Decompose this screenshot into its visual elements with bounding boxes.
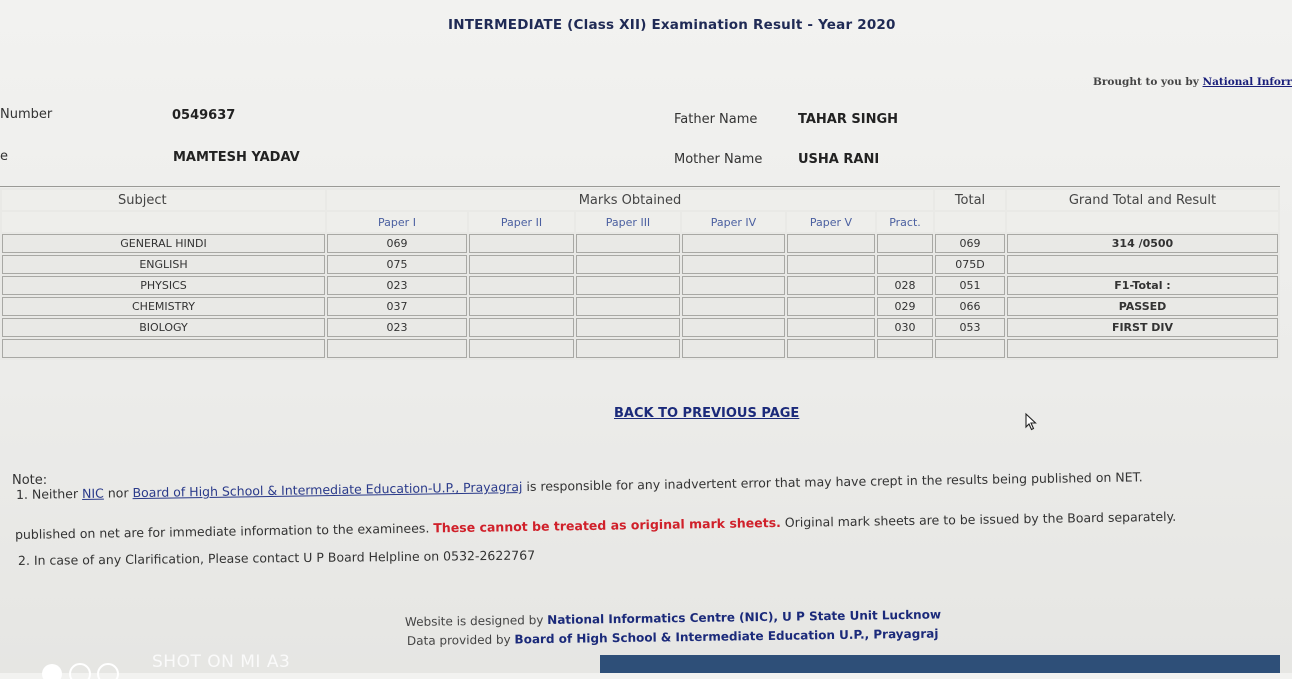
subject-name: CHEMISTRY [2, 297, 325, 316]
mouse-pointer-icon [1025, 413, 1037, 435]
subject-total: 069 [935, 234, 1005, 253]
table-row [2, 234, 1278, 253]
subject-total: 051 [935, 276, 1005, 295]
marks-obtained-header: Marks Obtained [327, 190, 933, 210]
paper-1-mark: 069 [327, 234, 467, 253]
note-text: published on net are for immediate information to the examinees. [14, 520, 430, 542]
nic-link[interactable]: National Inforr [1202, 76, 1292, 88]
table-row [2, 318, 1278, 337]
table-header-row [2, 190, 1278, 210]
divider [0, 186, 1280, 187]
footer-text: Website is designed by [404, 613, 544, 629]
result-cell: F1-Total : [1007, 276, 1278, 295]
mother-name-label: Mother Name [674, 152, 763, 167]
camera-dots-icon [40, 660, 136, 679]
paper-1-mark: 023 [327, 276, 467, 295]
footer-text: Data provided by [406, 632, 511, 648]
papers-header-row [2, 212, 1278, 232]
roll-number-label: Number [0, 107, 53, 122]
note-1-line-1 [16, 469, 1143, 502]
note-2: 2. In case of any Clarification, Please contact U P Board Helpline on 0532-2622767 [17, 547, 536, 568]
back-to-previous-page-link[interactable]: BACK TO PREVIOUS PAGE [614, 406, 800, 421]
result-cell: PASSED [1007, 297, 1278, 316]
paper-1-mark: 037 [327, 297, 467, 316]
note-text: Original mark sheets are to be issued by the Board separately. [784, 508, 1177, 530]
practical-header: Pract. [877, 212, 933, 232]
note-heading: Note: [12, 473, 48, 488]
footer-nic: National Informatics Centre (NIC), U P State Unit Lucknow [547, 607, 942, 628]
paper-1-mark: 023 [327, 318, 467, 337]
result-cell [1007, 255, 1278, 274]
name-value: MAMTESH YADAV [173, 150, 300, 165]
note-text: nor [107, 485, 129, 501]
warning-text: These cannot be treated as original mark sheets. [433, 514, 781, 536]
paper-4-header: Paper IV [682, 212, 785, 232]
note-text: 1. Neither [15, 486, 79, 502]
blank-cell [2, 212, 325, 232]
table-row [2, 276, 1278, 295]
footer-line-2 [407, 627, 939, 648]
subject-total: 075D [935, 255, 1005, 274]
father-name-value: TAHAR SINGH [798, 112, 899, 127]
taskbar [600, 655, 1280, 673]
blank-cell [1007, 212, 1278, 232]
table-row [2, 297, 1278, 316]
table-row [2, 255, 1278, 274]
practical-mark: 030 [877, 318, 933, 337]
camera-watermark: SHOT ON MI A3 [152, 652, 291, 672]
result-cell: 314 /0500 [1007, 234, 1278, 253]
practical-mark [877, 255, 933, 274]
mother-name-value: USHA RANI [798, 152, 880, 167]
board-link[interactable]: Board of High School & Intermediate Education-U.P., Prayagraj [132, 479, 523, 501]
brought-by-text: Brought to you by [1093, 76, 1199, 88]
brought-by [1093, 76, 1292, 88]
table-row-empty [2, 339, 1278, 358]
practical-mark: 029 [877, 297, 933, 316]
practical-mark [877, 234, 933, 253]
subject-name: BIOLOGY [2, 318, 325, 337]
page-title: INTERMEDIATE (Class XII) Examination Result - Year 2020 [448, 17, 896, 33]
note-1-line-2 [15, 509, 1176, 542]
subject-name: PHYSICS [2, 276, 325, 295]
subject-total: 053 [935, 318, 1005, 337]
grand-total-header: Grand Total and Result [1007, 190, 1278, 210]
nic-link[interactable]: NIC [81, 485, 104, 501]
paper-3-header: Paper III [576, 212, 680, 232]
father-name-label: Father Name [674, 112, 758, 127]
paper-5-header: Paper V [787, 212, 875, 232]
blank-cell [935, 212, 1005, 232]
footer-line-1 [405, 608, 941, 629]
subject-name: ENGLISH [2, 255, 325, 274]
subject-header: Subject [2, 190, 325, 210]
name-label: e [0, 149, 8, 164]
subject-total: 066 [935, 297, 1005, 316]
total-header: Total [935, 190, 1005, 210]
note-text: is responsible for any inadvertent error that may have crept in the results being published on NET. [526, 469, 1143, 494]
footer-board: Board of High School & Intermediate Education U.P., Prayagraj [514, 626, 939, 647]
paper-1-mark: 075 [327, 255, 467, 274]
paper-2-header: Paper II [469, 212, 574, 232]
result-cell: FIRST DIV [1007, 318, 1278, 337]
subject-name: GENERAL HINDI [2, 234, 325, 253]
paper-1-header: Paper I [327, 212, 467, 232]
marks-table [0, 188, 1280, 360]
practical-mark: 028 [877, 276, 933, 295]
roll-number-value: 0549637 [172, 108, 236, 123]
